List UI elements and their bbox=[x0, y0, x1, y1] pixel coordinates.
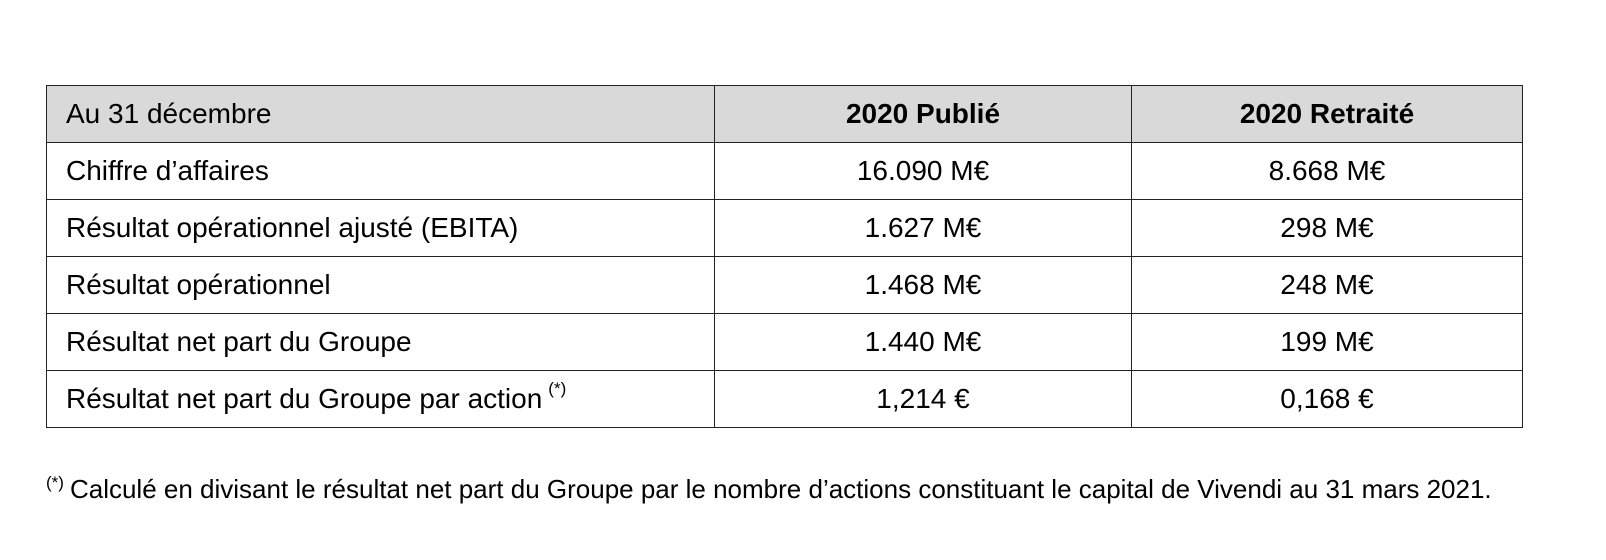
footnote-reference: (*) bbox=[548, 379, 567, 398]
footnote-mark: (*) bbox=[46, 473, 64, 492]
header-date-label: Au 31 décembre bbox=[47, 86, 715, 143]
published-value: 1,214 € bbox=[715, 371, 1132, 428]
published-value: 1.440 M€ bbox=[715, 314, 1132, 371]
restated-value: 8.668 M€ bbox=[1132, 143, 1523, 200]
table-header-row bbox=[47, 86, 1523, 143]
published-value: 1.468 M€ bbox=[715, 257, 1132, 314]
restated-value: 199 M€ bbox=[1132, 314, 1523, 371]
row-label: Résultat opérationnel ajusté (EBITA) bbox=[47, 200, 715, 257]
table-row bbox=[47, 200, 1523, 257]
row-label: Résultat net part du Groupe bbox=[47, 314, 715, 371]
header-2020-published: 2020 Publié bbox=[715, 86, 1132, 143]
table-row bbox=[47, 314, 1523, 371]
restated-value: 248 M€ bbox=[1132, 257, 1523, 314]
table-row bbox=[47, 143, 1523, 200]
row-label-cell bbox=[47, 371, 715, 428]
published-value: 1.627 M€ bbox=[715, 200, 1132, 257]
published-value: 16.090 M€ bbox=[715, 143, 1132, 200]
table-row bbox=[47, 257, 1523, 314]
header-2020-restated: 2020 Retraité bbox=[1132, 86, 1523, 143]
restated-value: 0,168 € bbox=[1132, 371, 1523, 428]
row-label: Chiffre d’affaires bbox=[47, 143, 715, 200]
row-label: Résultat net part du Groupe par action bbox=[66, 383, 543, 414]
footnote-text: Calculé en divisant le résultat net part du Groupe par le nombre d’actions constituant le capital de Vivendi au 31 mars 2021. bbox=[69, 474, 1492, 504]
financial-results-table bbox=[46, 85, 1523, 428]
row-label: Résultat opérationnel bbox=[47, 257, 715, 314]
footnote bbox=[46, 472, 1536, 506]
table-row bbox=[47, 371, 1523, 428]
restated-value: 298 M€ bbox=[1132, 200, 1523, 257]
